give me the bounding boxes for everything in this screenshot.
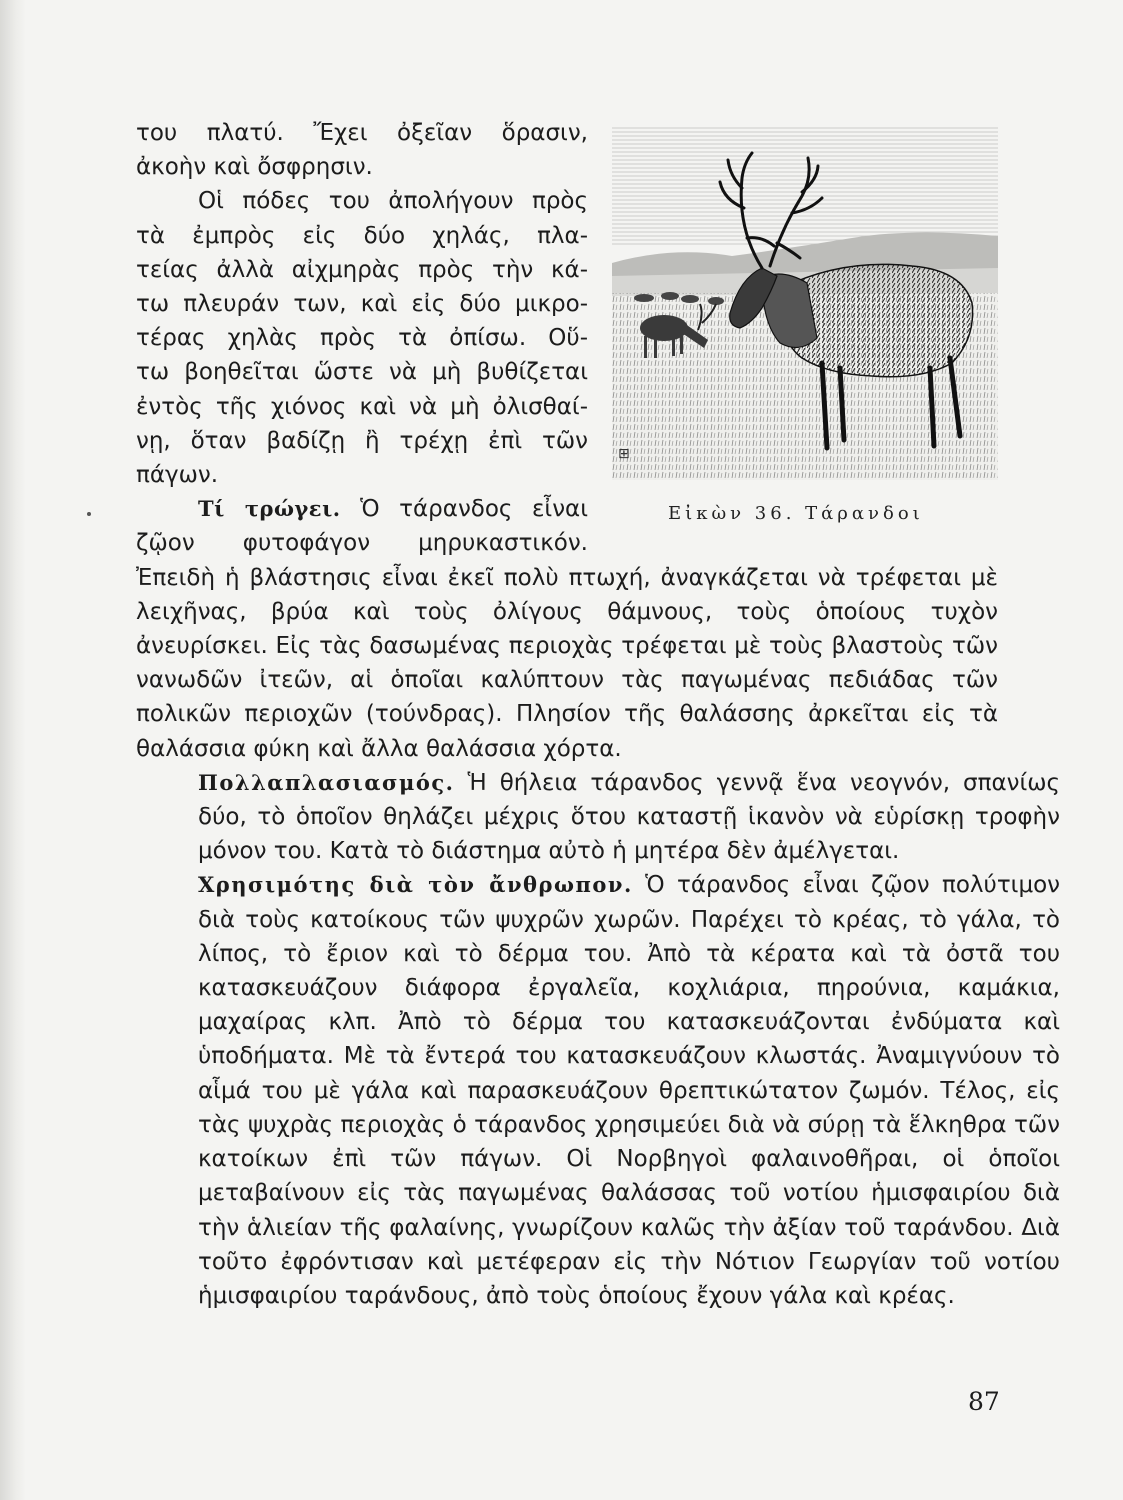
- reproduction-text: Ἡ θήλεια τάρανδος γεννᾷ ἕνα νεογνόν, σπανίως δύο, τὸ ὁποῖον θηλάζει μέχρις ὅτου καταστῇ ἱκανὸν νὰ εὑρίσκῃ τροφὴν μόνον του. Κατὰ τὸ διάστημα αὐτὸ ἡ μητέρα δὲν ἀμέλγεται.: [198, 769, 1060, 865]
- usefulness-heading: Χρησιμότης διὰ τὸν ἄνθρωπον.: [198, 872, 633, 898]
- text-line: τὰ ἐμπρὸς εἰς δύο χηλάς, πλα-: [136, 222, 588, 249]
- text-line: τω πλευράν των, καὶ εἰς δύο μικρο-: [136, 291, 588, 318]
- usefulness-text: Ὁ τάρανδος εἶναι ζῷον πολύτιμον διὰ τοὺς κατοίκους τῶν ψυχρῶν χωρῶν. Παρέχει τὸ κρέας, τὸ γάλα, τὸ λίπος, τὸ ἔριον καὶ τὸ δέρμα του. Ἀπὸ τὰ κέρατα καὶ τὰ ὀστᾶ του κατασκευάζουν διάφορα ἐργαλεῖα, κοχλιάρια, πηρούνια, καμάκια, μαχαίρας κλπ. Ἀπὸ τὸ δέρμα του κατασκευάζονται ἐνδύματα καὶ ὑποδήματα. Μὲ τὰ ἔντερά του κατασκευάζουν κλωστάς. Ἀναμιγνύουν τὸ αἷμά του μὲ γάλα καὶ παρασκευάζουν θρεπτικώτατον ζωμόν. Τέλος, εἰς τὰς ψυχρὰς περιοχὰς ὁ τάρανδος χρησιμεύει διὰ νὰ σύρῃ τὰ ἕλκηθρα τῶν κατοίκων ἐπὶ τῶν πάγων. Οἱ Νορβηγοὶ φαλαινοθῆραι, οἱ ὁποῖοι μεταβαίνουν εἰς τὰς παγωμένας θαλάσσας τοῦ νοτίου ἡμισφαιρίου διὰ τὴν ἁλιείαν τῆς φαλαίνης, γνωρίζουν καλῶς τὴν ἀξίαν τοῦ ταράνδου. Διὰ τοῦτο ἐφρόντισαν καὶ μετέφεραν εἰς τὴν Νότιον Γεωργίαν τοῦ νοτίου ἡμισφαιρίου ταράνδους, ἀπὸ τοὺς ὁποίους ἔχουν γάλα καὶ κρέας.: [198, 872, 1061, 1309]
- usefulness-paragraph: [136, 868, 1060, 1313]
- food-first-line: [136, 492, 588, 526]
- food-paragraph: Ἐπειδὴ ἡ βλάστησις εἶναι ἐκεῖ πολὺ πτωχή, ἀναγκάζεται νὰ τρέφεται μὲ λειχῆνας, βρύα καὶ τοὺς ὀλίγους θάμνους, τοὺς ὁποίους τυχὸν ἀνευρίσκει. Εἰς τὰς δασωμένας περιοχὰς τρέφεται μὲ τοὺς βλαστοὺς τῶν νανωδῶν ἰτεῶν, αἱ ὁποῖαι καλύπτουν τὰς παγωμένας πεδιάδας τῶν πολικῶν περιοχῶν (τούνδρας). Πλησίον τῆς θαλάσσης ἀρκεῖται εἰς τὰ θαλάσσια φύκη καὶ ἄλλα θαλάσσια χόρτα.: [136, 564, 998, 762]
- full-width-block: [136, 561, 1061, 1313]
- text-line: τείας ἀλλὰ αἰχμηρὰς πρὸς τὴν κά-: [136, 256, 588, 283]
- food-heading: Τί τρώγει.: [198, 496, 341, 522]
- text-line: ζῷον φυτοφάγον μηρυκαστικόν.: [136, 530, 588, 557]
- text-line: του πλατύ. Ἔχει ὀξεῖαν ὅρασιν,: [136, 120, 588, 146]
- reproduction-heading: Πολλαπλασιασμός.: [198, 769, 455, 795]
- food-line1: Ὁ τάρανδος εἶναι: [360, 496, 588, 523]
- figure-caption: Εἰκὼν 36. Τάρανδοι: [668, 503, 924, 524]
- page-spine-shadow: [0, 0, 26, 1500]
- reproduction-paragraph: [136, 766, 1060, 869]
- svg-text:⊞: ⊞: [618, 446, 630, 462]
- text-line: ἐντὸς τῆς χιόνος καὶ νὰ μὴ ὀλισθαί-: [136, 393, 588, 420]
- text-line: Οἱ πόδες του ἀπολήγουν πρὸς: [198, 188, 588, 215]
- text-line: τω βοηθεῖται ὥστε νὰ μὴ βυθίζεται: [136, 359, 588, 386]
- text-line: τέρας χηλὰς πρὸς τὰ ὀπίσω. Οὕ-: [136, 325, 588, 352]
- reindeer-illustration: [612, 118, 998, 480]
- wrapped-paragraph-block: [136, 116, 588, 561]
- page-number: 87: [968, 1387, 1000, 1416]
- text-line: ἀκοὴν καὶ ὄσφρησιν.: [136, 154, 373, 181]
- text-line: πάγων.: [136, 462, 219, 489]
- margin-mark: [87, 512, 91, 516]
- text-line: νῃ, ὅταν βαδίζῃ ἢ τρέχῃ ἐπὶ τῶν: [136, 427, 588, 454]
